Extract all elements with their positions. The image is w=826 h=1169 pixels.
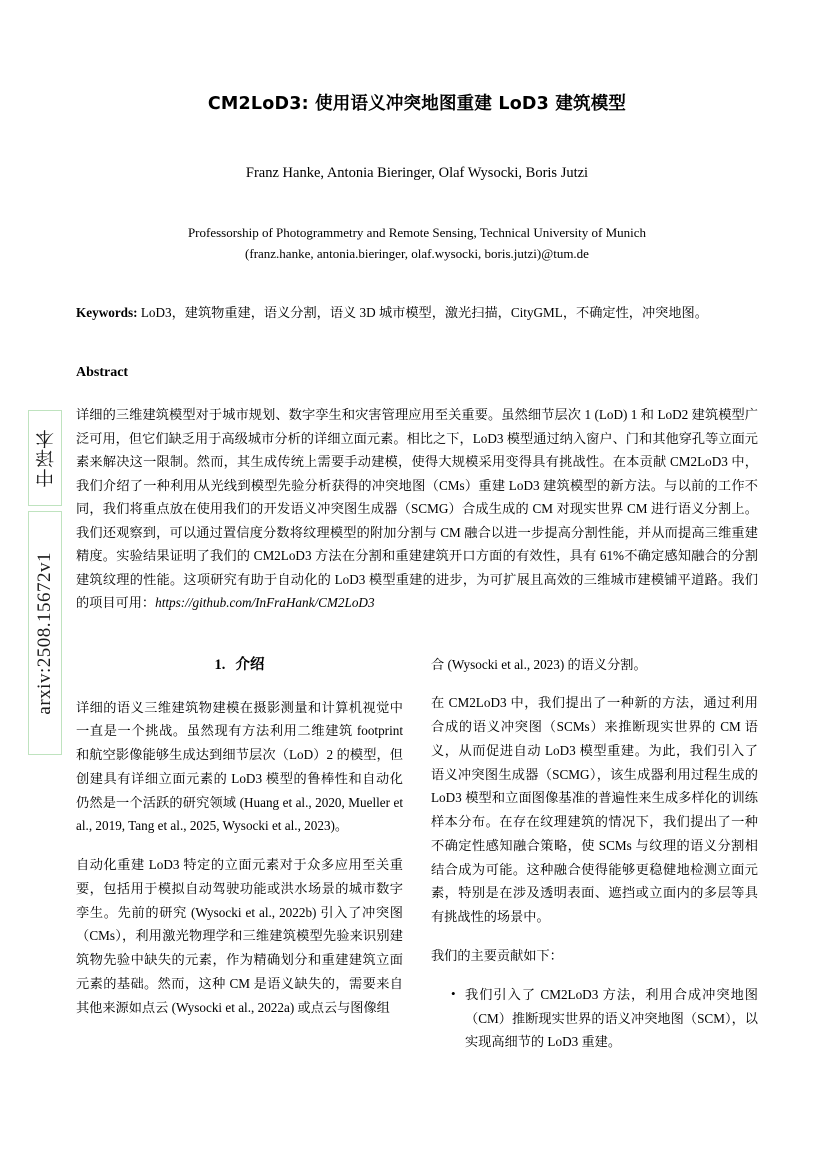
paragraph: 我们的主要贡献如下： <box>431 948 563 963</box>
translation-badge-label: 中译本 <box>34 428 57 488</box>
paragraph: 自动化重建 LoD3 特定的立面元素对于众多应用至关重要，包括用于模拟自动驾驶功能或洪水场景的城市数字孪生。先前的研究 (Wysocki et al., 2022b) 引入了冲突图（CMs），利用激光物理学和三维建筑模型先验来识别建筑物先验中缺失的元素，作为精确划分和重建建筑立面元素的基础。然而，这种 CM 是语义缺失的，需要来自其他来源如点云 (Wysocki et al., 2022a) 或点云与图像组 <box>76 857 403 1015</box>
section-1-title: 介绍 <box>235 656 265 673</box>
contributions-list <box>431 983 758 1054</box>
keywords-block <box>76 302 758 325</box>
abstract-project-url[interactable]: https://github.com/InFraHank/CM2LoD3 <box>155 595 375 611</box>
paper-content <box>76 0 758 1169</box>
section-1-heading <box>76 653 403 674</box>
paragraph: 详细的语义三维建筑物建模在摄影测量和计算机视觉中一直是一个挑战。虽然现有方法利用二维建筑 footprint 和航空影像能够生成达到细节层次（LoD）2 的模型，但创建具有详细立面元素的 LoD3 模型的鲁棒性和自动化仍然是一个活跃的研究领域 (Huang et al., 2020, Mueller et al., 2019, Tang et al., 2025, Wysocki et al., 2023)。 <box>76 699 403 834</box>
two-column-body <box>76 653 758 1064</box>
list-item: • 我们引入了 CM2LoD3 方法，利用合成冲突地图（CM）推断现实世界的语义冲突地图（SCM），以实现高细节的 LoD3 重建。 <box>451 983 758 1054</box>
abstract-body <box>76 403 758 615</box>
right-column <box>431 653 758 1064</box>
abstract-text: 详细的三维建筑模型对于城市规划、数字孪生和灾害管理应用至关重要。虽然细节层次 1 (LoD) 1 和 LoD2 建筑模型广泛可用，但它们缺乏用于高级城市分析的详细立面元素。相比之下，LoD3 模型通过纳入窗户、门和其他穿孔等立面元素来解决这一限制。然而，其生成传统上需要手动建模，使得大规模采用变得具有挑战性。在本贡献 CM2LoD3 中，我们介绍了一种利用从光线到模型先验分析获得的冲突地图（CMs）重建 LoD3 建筑模型的新方法。与以前的工作不同，我们将重点放在使用我们的开发语义冲突图生成器（SCMG）合成生成的 CM 对现实世界 CM 进行语义分割上。我们还观察到，可以通过置信度分数将纹理模型的附加分割与 CM 融合以进一步提高分割性能，并从而提高三维重建精度。实验结果证明了我们的 CM2LoD3 方法在分割和重建建筑开口方面的有效性，具有 61%不确定感知融合的分割建筑纹理的性能。这项研究有助于自动化的 LoD3 模型重建的进步，为可扩展且高效的三维城市建模铺平道路。我们的项目可用： <box>76 407 758 611</box>
arxiv-id-box <box>28 511 62 755</box>
arxiv-sidebar-stamp <box>26 410 64 755</box>
keywords-label: Keywords: <box>76 305 138 321</box>
arxiv-id-label: arxiv:2508.15672v1 <box>34 551 55 715</box>
left-column <box>76 653 403 1064</box>
affiliation-email: (franz.hanke, antonia.bieringer, olaf.wysocki, boris.jutzi)@tum.de <box>245 245 589 261</box>
page-title: CM2LoD3: 使用语义冲突地图重建 LoD3 建筑模型 <box>207 94 627 114</box>
translation-badge-box <box>28 410 62 506</box>
author-list: Franz Hanke, Antonia Bieringer, Olaf Wysocki, Boris Jutzi <box>245 164 589 181</box>
abstract-heading: Abstract <box>76 365 129 381</box>
paragraph: 合 (Wysocki et al., 2023) 的语义分割。 <box>431 656 647 672</box>
keywords-value: LoD3，建筑物重建，语义分割，语义 3D 城市模型，激光扫描，CityGML，不确定性，冲突地图。 <box>140 305 708 321</box>
affiliation-block <box>76 222 758 265</box>
paragraph: 在 CM2LoD3 中，我们提出了一种新的方法，通过利用合成的语义冲突图（SCMs）来推断现实世界的 CM 语义，从而促进自动 LoD3 模型重建。为此，我们引入了语义冲突图生成器（SCMG），该生成器利用过程生成的 LoD3 模型和立面图像基准的普遍性来生成多样化的训练样本分布。在存在纹理建筑的情况下，我们提出了一种不确定性感知融合策略，使 SCMs 与纹理的语义分割相结合成为可能。这种融合使得能够更稳健地检测立面元素，特别是在涉及透明表面、遮挡或立面内的多层等具有挑战性的场景中。 <box>431 695 758 925</box>
affiliation-institution: Professorship of Photogrammetry and Remote Sensing, Technical University of Munich <box>187 224 647 240</box>
section-1-number: 1. <box>214 656 226 673</box>
